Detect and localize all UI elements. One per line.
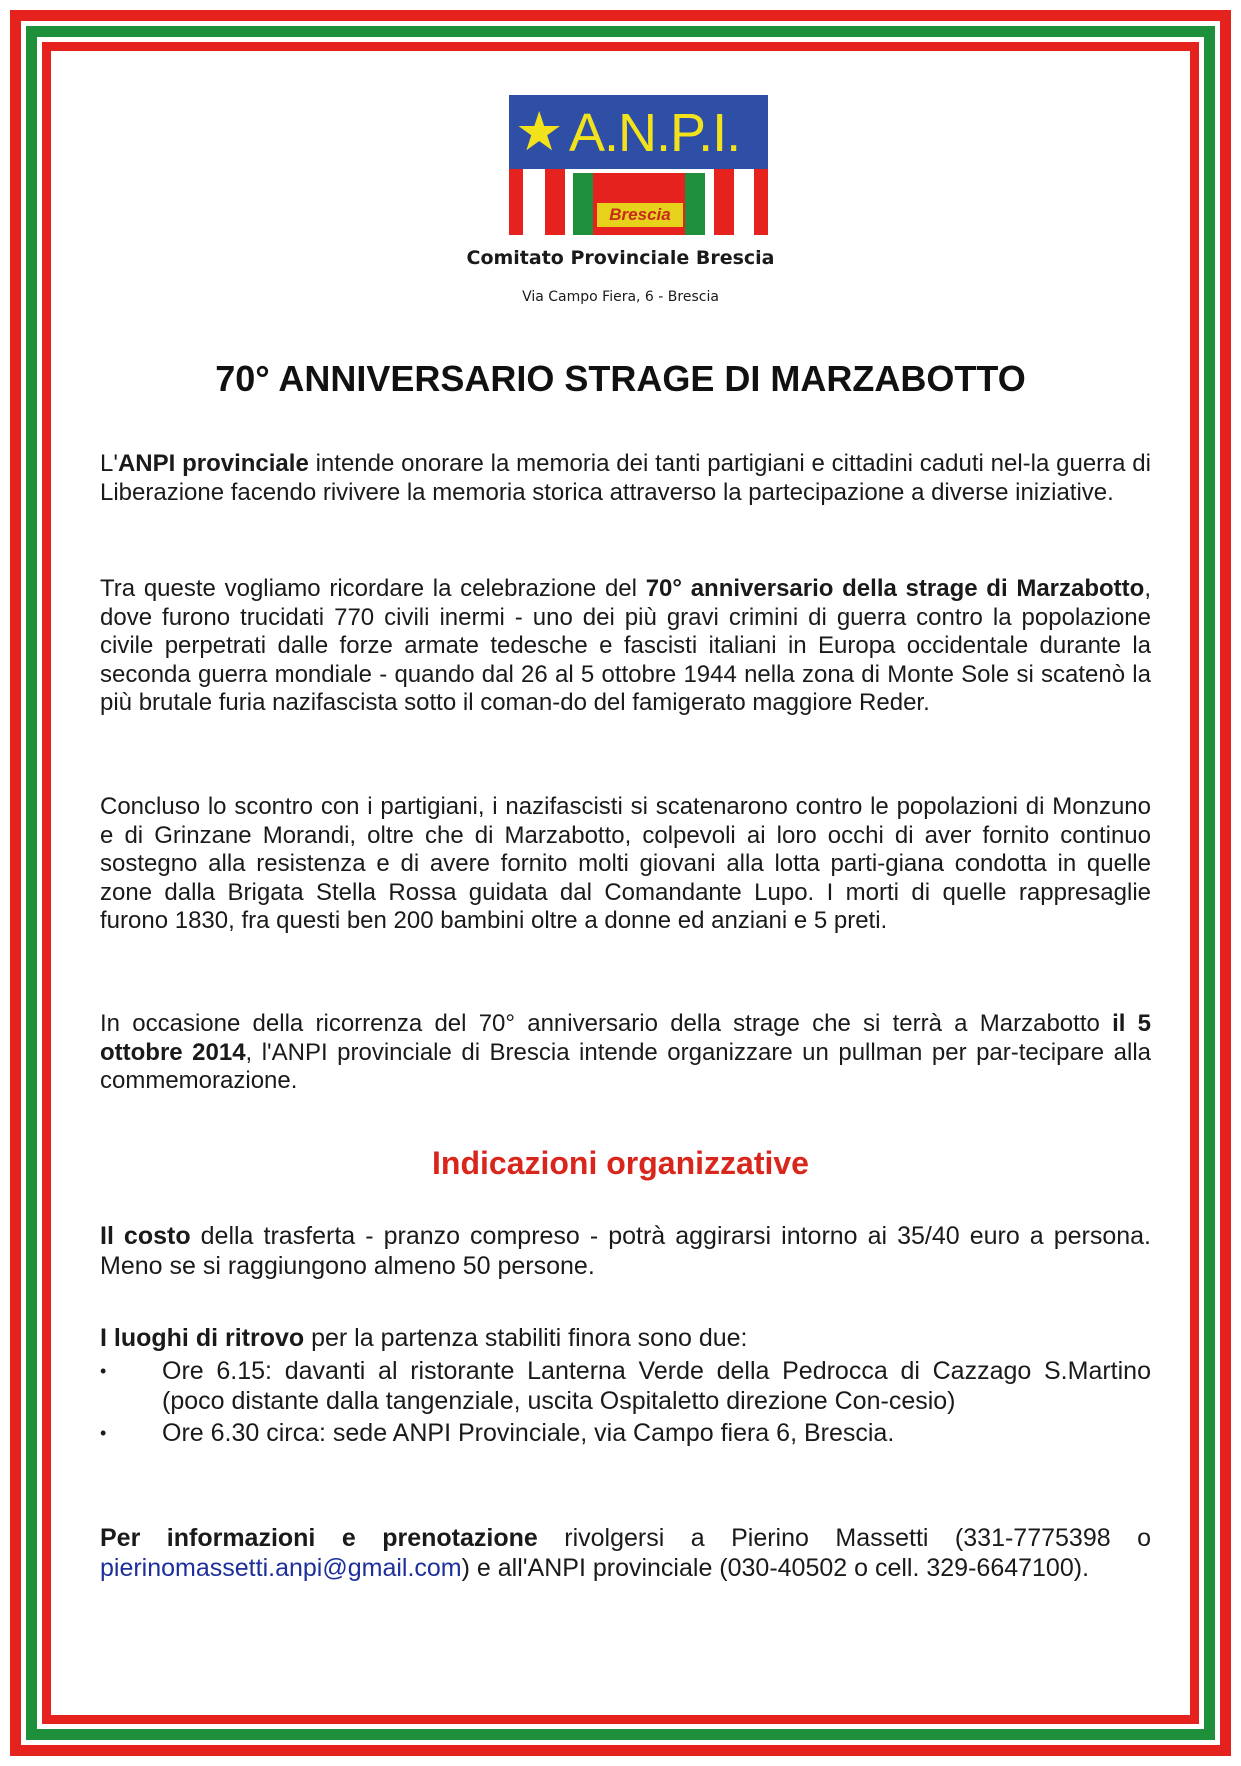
- paragraph-contacts: [100, 1523, 1151, 1583]
- paragraph-intro: [100, 450, 1151, 507]
- p7-pre-email: rivolgersi a Pierino Massetti (331-7775398 o: [537, 1524, 1151, 1552]
- list-item-text: Ore 6.15: davanti al ristorante Lanterna Verde della Pedrocca di Cazzago S.Martino (poco distante dalla tangenziale, uscita Ospitaletto direzione Con-cesio): [162, 1357, 1151, 1415]
- list-item: [100, 1418, 1151, 1448]
- logo-city: Brescia: [597, 203, 683, 227]
- p6-bold: I luoghi di ritrovo: [100, 1324, 305, 1352]
- p1-post: intende onorare la memoria dei tanti partigiani e cittadini caduti nel-la guerra di Liberazione facendo rivivere la memoria storica attraverso la partecipazione a diverse iniziative.: [100, 450, 1151, 506]
- p6-post: per la partenza stabiliti finora sono due:: [304, 1324, 748, 1352]
- star-icon: ★: [515, 100, 564, 163]
- p1-bold: ANPI provinciale: [117, 450, 309, 477]
- p2-pre: Tra queste vogliamo ricordare la celebrazione del: [100, 575, 646, 602]
- paragraph-event: [100, 1010, 1151, 1096]
- list-item-text: Ore 6.30 circa: sede ANPI Provinciale, via Campo fiera 6, Brescia.: [162, 1419, 895, 1447]
- logo-acronym: A.N.P.I.: [569, 103, 741, 163]
- bullet-icon: •: [100, 1361, 107, 1381]
- page-title: 70° ANNIVERSARIO STRAGE DI MARZABOTTO: [215, 358, 1026, 399]
- p4-post: , l'ANPI provinciale di Brescia intende organizzare un pullman per par-tecipare alla commemorazione.: [100, 1038, 1151, 1094]
- paragraph-cost: [100, 1221, 1151, 1281]
- p4-bold: il 5 ottobre 2014: [100, 1010, 1151, 1066]
- paragraph-history: Concluso lo scontro con i partigiani, i nazifascisti si scatenarono contro le popolazioni di Monzuno e di Grinzane Morandi, oltre che di Marzabotto, colpevoli ai loro occhi di aver fornito continuo sostegno alla resistenza e di avere fornito molti giovani alla lotta parti-giana condotta in quelle zone dalla Brigata Stella Rossa guidata dal Comandante Lupo. I morti di quelle rappresaglie furono 1830, fra questi ben 200 bambini oltre a donne ed anziani e 5 preti.: [100, 793, 1151, 934]
- p7-bold: Per informazioni e prenotazione: [100, 1524, 538, 1552]
- p4-pre: In occasione della ricorrenza del 70° anniversario della strage che si terrà a Marzabotto: [100, 1010, 1113, 1037]
- p2-bold: 70° anniversario della strage di Marzabotto: [645, 575, 1145, 602]
- p5-bold: Il costo: [100, 1222, 191, 1250]
- anpi-logo: [509, 95, 768, 235]
- list-item: [100, 1356, 1151, 1416]
- section-title: Indicazioni organizzative: [432, 1145, 809, 1181]
- p1-pre: L': [100, 450, 118, 477]
- p5-post: della trasferta - pranzo compreso - potrà aggirarsi intorno ai 35/40 euro a persona. Meno se si raggiungono almeno 50 persone.: [100, 1222, 1151, 1280]
- paragraph-meeting-points: [100, 1323, 1151, 1353]
- bullet-icon: •: [100, 1423, 107, 1443]
- email-link[interactable]: pierinomassetti.anpi@gmail.com: [100, 1554, 462, 1582]
- p2-post: , dove furono trucidati 770 civili inermi - uno dei più gravi crimini di guerra contro la popolazione civile perpetrati dalle forze armate tedesche e fascisti italiani in Europa occidentale durante la seconda guerra mondiale - quando dal 26 al 5 ottobre 1944 nella zona di Monte Sole si scatenò la più brutale furia nazifascista sotto il coman-do del famigerato maggiore Reder.: [100, 575, 1151, 716]
- committee-address: Via Campo Fiera, 6 - Brescia: [522, 289, 719, 305]
- meeting-points-list: [100, 1356, 1151, 1448]
- p7-post: ) e all'ANPI provinciale (030-40502 o cell. 329-6647100).: [461, 1554, 1090, 1582]
- paragraph-anniversary: [100, 575, 1151, 718]
- committee-name: Comitato Provinciale Brescia: [466, 247, 775, 269]
